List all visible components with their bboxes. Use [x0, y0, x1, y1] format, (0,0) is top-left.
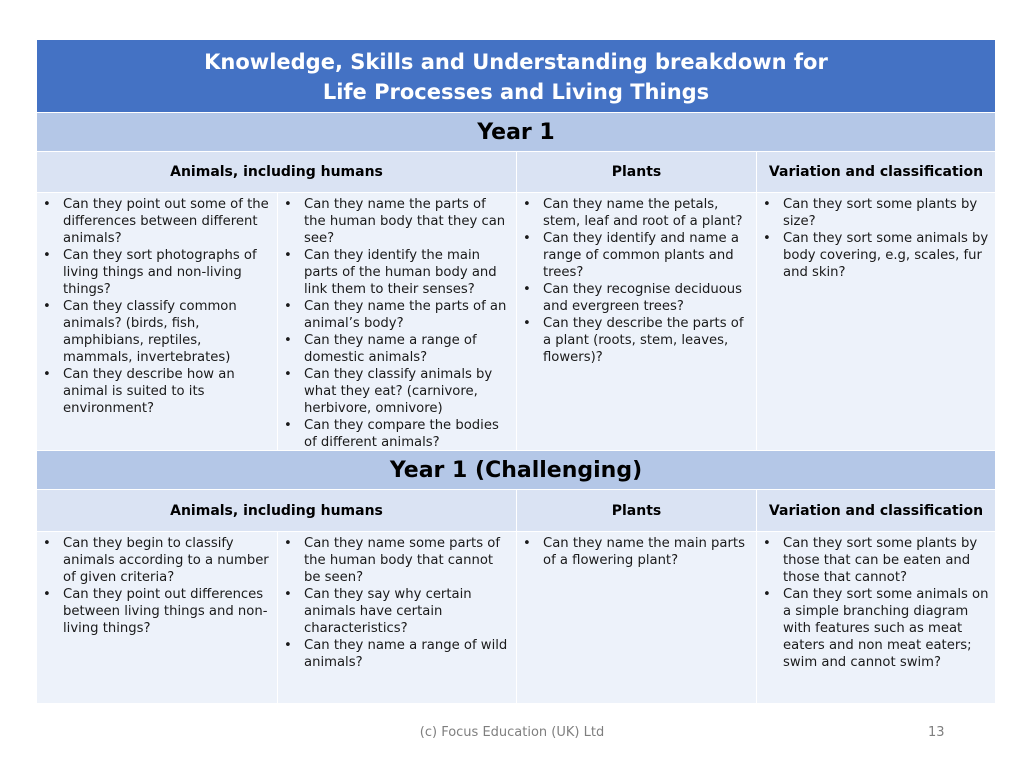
bullet-icon: •: [43, 248, 51, 263]
list-item-text: Can they identify and name a range of common plants and trees?: [543, 231, 739, 280]
list-item: [41, 366, 271, 417]
list-item: [282, 247, 510, 298]
bullet-list: [761, 535, 989, 671]
bullet-icon: •: [43, 536, 51, 551]
list-item: [761, 586, 989, 671]
bullet-icon: •: [284, 418, 292, 433]
list-item: [282, 417, 510, 450]
bullet-list: [282, 196, 510, 450]
bullet-icon: •: [523, 231, 531, 246]
list-item-text: Can they recognise deciduous and evergreen trees?: [543, 282, 743, 314]
list-item: [41, 586, 271, 637]
bullet-list: [41, 535, 271, 637]
list-item-text: Can they sort some plants by size?: [783, 197, 978, 229]
list-item: [282, 332, 510, 366]
bullet-icon: •: [284, 587, 292, 602]
bullet-list: [761, 196, 989, 281]
bullet-list: [41, 196, 271, 417]
content-row: [37, 192, 995, 450]
list-item-text: Can they classify animals by what they eat? (carnivore, herbivore, omnivore): [304, 367, 493, 416]
list-item: [521, 535, 750, 569]
content-cell: [756, 531, 995, 703]
list-item-text: Can they name the petals, stem, leaf and root of a plant?: [543, 197, 743, 229]
bullet-icon: •: [43, 299, 51, 314]
content-cell: [516, 192, 756, 450]
column-header-variation: Variation and classification: [756, 151, 995, 192]
list-item: [282, 298, 510, 332]
list-item-text: Can they name the parts of an animal’s body?: [304, 299, 507, 331]
list-item: [761, 196, 989, 230]
list-item-text: Can they name the parts of the human body that they can see?: [304, 197, 506, 246]
bullet-icon: •: [523, 197, 531, 212]
bullet-icon: •: [284, 638, 292, 653]
bullet-list: [521, 196, 750, 366]
bullet-list: [521, 535, 750, 569]
list-item-text: Can they describe the parts of a plant (roots, stem, leaves, flowers)?: [543, 316, 744, 365]
bullet-icon: •: [523, 536, 531, 551]
list-item: [761, 230, 989, 281]
list-item: [282, 586, 510, 637]
list-item: [41, 535, 271, 586]
column-header-plants: Plants: [516, 489, 756, 531]
bullet-icon: •: [43, 587, 51, 602]
list-item-text: Can they name the main parts of a flowering plant?: [543, 536, 745, 568]
bullet-icon: •: [284, 299, 292, 314]
title-line-2: Life Processes and Living Things: [322, 80, 710, 104]
bullet-icon: •: [284, 197, 292, 212]
page-title: [37, 40, 995, 112]
column-header-row: [37, 151, 995, 192]
list-item-text: Can they compare the bodies of different animals?: [304, 418, 499, 450]
column-header-animals: Animals, including humans: [37, 151, 516, 192]
content-cell: [37, 531, 277, 703]
list-item-text: Can they sort some animals on a simple branching diagram with features such as meat eaters and non meat eaters; swim and cannot swim?: [783, 587, 989, 670]
list-item: [282, 535, 510, 586]
column-header-variation: Variation and classification: [756, 489, 995, 531]
list-item-text: Can they name a range of wild animals?: [304, 638, 508, 670]
list-item-text: Can they say why certain animals have certain characteristics?: [304, 587, 472, 636]
list-item: [761, 535, 989, 586]
bullet-icon: •: [763, 587, 771, 602]
year-heading-challenging: Year 1 (Challenging): [37, 450, 995, 489]
year-heading: Year 1: [37, 112, 995, 151]
list-item-text: Can they sort photographs of living things and non-living things?: [63, 248, 257, 297]
list-item-text: Can they name some parts of the human body that cannot be seen?: [304, 536, 500, 585]
list-item-text: Can they begin to classify animals according to a number of given criteria?: [63, 536, 269, 585]
bullet-icon: •: [284, 536, 292, 551]
list-item: [41, 298, 271, 366]
list-item-text: Can they describe how an animal is suited to its environment?: [63, 367, 235, 416]
list-item: [521, 281, 750, 315]
column-header-row: [37, 489, 995, 531]
bullet-icon: •: [763, 231, 771, 246]
copyright-text: (c) Focus Education (UK) Ltd: [419, 725, 605, 740]
list-item: [521, 196, 750, 230]
bullet-icon: •: [523, 282, 531, 297]
bullet-icon: •: [523, 316, 531, 331]
list-item: [282, 637, 510, 671]
title-line-1: Knowledge, Skills and Understanding breakdown for: [204, 50, 828, 74]
bullet-icon: •: [763, 536, 771, 551]
list-item-text: Can they sort some animals by body covering, e.g, scales, fur and skin?: [783, 231, 989, 280]
bullet-icon: •: [763, 197, 771, 212]
bullet-icon: •: [43, 367, 51, 382]
content-cell: [516, 531, 756, 703]
list-item-text: Can they sort some plants by those that can be eaten and those that cannot?: [783, 536, 978, 585]
content-cell: [277, 192, 516, 450]
bullet-icon: •: [284, 333, 292, 348]
content-cell: [277, 531, 516, 703]
list-item: [521, 315, 750, 366]
list-item: [41, 247, 271, 298]
bullet-icon: •: [284, 248, 292, 263]
list-item: [41, 196, 271, 247]
bullet-icon: •: [43, 197, 51, 212]
list-item-text: Can they identify the main parts of the human body and link them to their senses?: [304, 248, 497, 297]
column-header-animals: Animals, including humans: [37, 489, 516, 531]
list-item-text: Can they classify common animals? (birds, fish, amphibians, reptiles, mammals, invertebrates): [63, 299, 237, 365]
list-item: [282, 196, 510, 247]
content-cell: [756, 192, 995, 450]
list-item: [521, 230, 750, 281]
column-header-plants: Plants: [516, 151, 756, 192]
bullet-icon: •: [284, 367, 292, 382]
bullet-list: [282, 535, 510, 671]
list-item-text: Can they point out differences between living things and non-living things?: [63, 587, 268, 636]
list-item: [282, 366, 510, 417]
page-number: 13: [928, 725, 945, 740]
content-cell: [37, 192, 277, 450]
content-row: [37, 531, 995, 703]
list-item-text: Can they point out some of the differences between different animals?: [63, 197, 269, 246]
list-item-text: Can they name a range of domestic animals?: [304, 333, 477, 365]
